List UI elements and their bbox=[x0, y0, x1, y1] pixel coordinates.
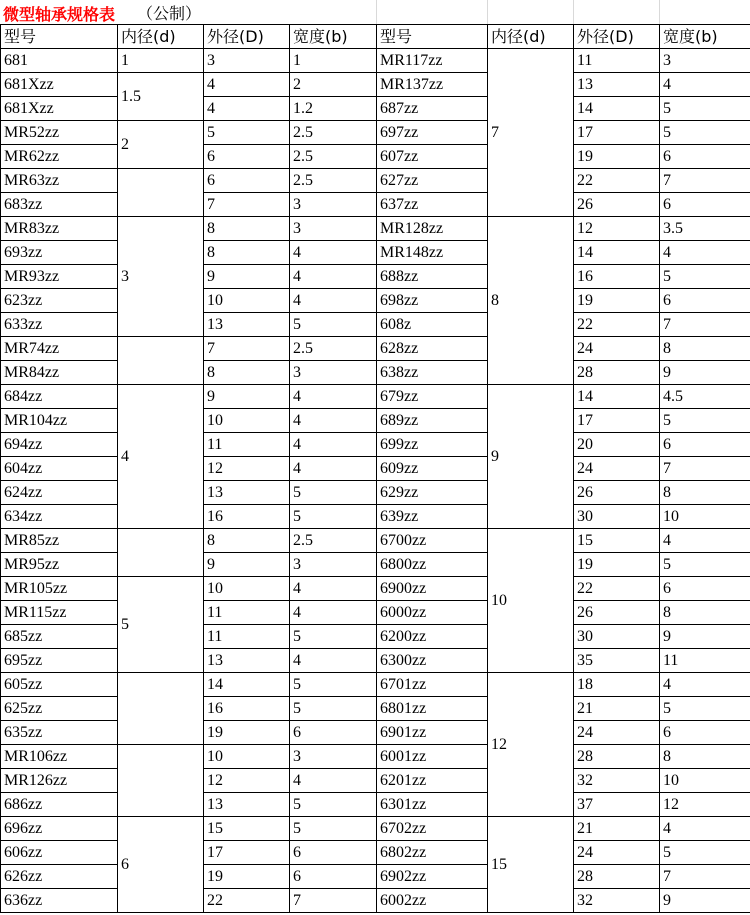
model-cell: 627zz bbox=[377, 169, 488, 193]
inner-diameter-cell: 5 bbox=[118, 577, 204, 673]
outer-diameter-cell: 19 bbox=[574, 145, 660, 169]
outer-diameter-cell: 16 bbox=[574, 265, 660, 289]
inner-diameter-cell: 9 bbox=[488, 385, 574, 529]
outer-diameter-cell: 13 bbox=[204, 649, 290, 673]
table-title: 微型轴承规格表 bbox=[3, 5, 116, 24]
model-cell: 6000zz bbox=[377, 601, 488, 625]
width-cell: 5 bbox=[290, 817, 377, 841]
width-cell: 6 bbox=[290, 721, 377, 745]
model-cell: 681Xzz bbox=[1, 97, 118, 121]
outer-diameter-cell: 9 bbox=[204, 265, 290, 289]
width-cell: 2.5 bbox=[290, 169, 377, 193]
model-cell: 695zz bbox=[1, 649, 118, 673]
outer-diameter-cell: 17 bbox=[574, 121, 660, 145]
model-cell: MR106zz bbox=[1, 745, 118, 769]
outer-diameter-cell: 19 bbox=[204, 721, 290, 745]
model-cell: 689zz bbox=[377, 409, 488, 433]
width-cell: 6 bbox=[660, 433, 750, 457]
model-cell: 698zz bbox=[377, 289, 488, 313]
model-cell: 694zz bbox=[1, 433, 118, 457]
width-cell: 7 bbox=[290, 889, 377, 913]
model-cell: 633zz bbox=[1, 313, 118, 337]
width-cell: 5 bbox=[290, 313, 377, 337]
outer-diameter-cell: 22 bbox=[574, 577, 660, 601]
outer-diameter-cell: 17 bbox=[574, 409, 660, 433]
width-cell: 3 bbox=[290, 361, 377, 385]
model-cell: 686zz bbox=[1, 793, 118, 817]
table-row bbox=[1, 361, 750, 385]
inner-diameter-cell: 7 bbox=[488, 49, 574, 217]
width-cell: 4 bbox=[290, 265, 377, 289]
width-cell: 5 bbox=[660, 265, 750, 289]
width-cell: 4 bbox=[290, 433, 377, 457]
model-cell: 6801zz bbox=[377, 697, 488, 721]
model-cell: MR63zz bbox=[1, 169, 118, 193]
outer-diameter-cell: 18 bbox=[574, 673, 660, 697]
table-row bbox=[1, 265, 750, 289]
outer-diameter-cell: 11 bbox=[204, 601, 290, 625]
model-cell: 624zz bbox=[1, 481, 118, 505]
outer-diameter-cell: 11 bbox=[574, 49, 660, 73]
table-row bbox=[1, 817, 750, 841]
outer-diameter-cell: 28 bbox=[574, 865, 660, 889]
outer-diameter-cell: 28 bbox=[574, 745, 660, 769]
model-cell: 6800zz bbox=[377, 553, 488, 577]
outer-diameter-cell: 26 bbox=[574, 481, 660, 505]
outer-diameter-cell: 35 bbox=[574, 649, 660, 673]
outer-diameter-cell: 8 bbox=[204, 529, 290, 553]
outer-diameter-cell: 7 bbox=[204, 193, 290, 217]
width-cell: 11 bbox=[660, 649, 750, 673]
outer-diameter-cell: 11 bbox=[204, 433, 290, 457]
model-cell: MR52zz bbox=[1, 121, 118, 145]
inner-diameter-cell bbox=[118, 673, 204, 745]
model-cell: MR105zz bbox=[1, 577, 118, 601]
width-cell: 1 bbox=[290, 49, 377, 73]
model-cell: 625zz bbox=[1, 697, 118, 721]
outer-diameter-cell: 13 bbox=[204, 481, 290, 505]
model-cell: MR84zz bbox=[1, 361, 118, 385]
outer-diameter-cell: 24 bbox=[574, 841, 660, 865]
inner-diameter-cell: 12 bbox=[488, 673, 574, 817]
outer-diameter-cell: 8 bbox=[204, 217, 290, 241]
header-outer-diameter: 外径(D) bbox=[574, 25, 660, 49]
width-cell: 4 bbox=[660, 73, 750, 97]
table-row bbox=[1, 841, 750, 865]
table-row bbox=[1, 457, 750, 481]
inner-diameter-cell bbox=[118, 169, 204, 217]
width-cell: 8 bbox=[660, 337, 750, 361]
inner-diameter-cell: 10 bbox=[488, 529, 574, 673]
model-cell: 638zz bbox=[377, 361, 488, 385]
width-cell: 3 bbox=[290, 193, 377, 217]
model-cell: 639zz bbox=[377, 505, 488, 529]
model-cell: 685zz bbox=[1, 625, 118, 649]
model-cell: 607zz bbox=[377, 145, 488, 169]
width-cell: 5 bbox=[660, 841, 750, 865]
table-row bbox=[1, 745, 750, 769]
width-cell: 8 bbox=[660, 481, 750, 505]
width-cell: 2.5 bbox=[290, 337, 377, 361]
header-inner-diameter: 内径(d) bbox=[488, 25, 574, 49]
width-cell: 2.5 bbox=[290, 145, 377, 169]
width-cell: 4 bbox=[660, 529, 750, 553]
table-row bbox=[1, 241, 750, 265]
table-row bbox=[1, 577, 750, 601]
bearing-spec-table bbox=[0, 24, 750, 913]
outer-diameter-cell: 9 bbox=[204, 553, 290, 577]
table-subtitle: （公制） bbox=[137, 4, 202, 23]
model-cell: 688zz bbox=[377, 265, 488, 289]
outer-diameter-cell: 28 bbox=[574, 361, 660, 385]
width-cell: 6 bbox=[660, 145, 750, 169]
inner-diameter-cell bbox=[118, 529, 204, 577]
model-cell: 6300zz bbox=[377, 649, 488, 673]
outer-diameter-cell: 22 bbox=[204, 889, 290, 913]
width-cell: 4 bbox=[290, 385, 377, 409]
width-cell: 12 bbox=[660, 793, 750, 817]
model-cell: 606zz bbox=[1, 841, 118, 865]
model-cell: 626zz bbox=[1, 865, 118, 889]
model-cell: 637zz bbox=[377, 193, 488, 217]
width-cell: 8 bbox=[660, 601, 750, 625]
inner-diameter-cell bbox=[118, 745, 204, 817]
model-cell: MR104zz bbox=[1, 409, 118, 433]
grid-line bbox=[376, 0, 377, 24]
model-cell: 634zz bbox=[1, 505, 118, 529]
model-cell: 6201zz bbox=[377, 769, 488, 793]
table-row bbox=[1, 793, 750, 817]
outer-diameter-cell: 26 bbox=[574, 601, 660, 625]
model-cell: 636zz bbox=[1, 889, 118, 913]
width-cell: 4 bbox=[660, 673, 750, 697]
outer-diameter-cell: 12 bbox=[204, 769, 290, 793]
model-cell: 684zz bbox=[1, 385, 118, 409]
table-row bbox=[1, 505, 750, 529]
table-row bbox=[1, 193, 750, 217]
width-cell: 3 bbox=[290, 217, 377, 241]
model-cell: 629zz bbox=[377, 481, 488, 505]
outer-diameter-cell: 4 bbox=[204, 73, 290, 97]
header-row bbox=[1, 25, 750, 49]
table-row bbox=[1, 553, 750, 577]
model-cell: 699zz bbox=[377, 433, 488, 457]
table-body bbox=[1, 49, 750, 913]
model-cell: 6301zz bbox=[377, 793, 488, 817]
model-cell: 693zz bbox=[1, 241, 118, 265]
outer-diameter-cell: 14 bbox=[574, 385, 660, 409]
width-cell: 7 bbox=[660, 169, 750, 193]
outer-diameter-cell: 11 bbox=[204, 625, 290, 649]
table-row bbox=[1, 73, 750, 97]
model-cell: 608z bbox=[377, 313, 488, 337]
header-model: 型号 bbox=[1, 25, 118, 49]
width-cell: 2.5 bbox=[290, 529, 377, 553]
inner-diameter-cell: 15 bbox=[488, 817, 574, 913]
outer-diameter-cell: 13 bbox=[204, 313, 290, 337]
model-cell: 687zz bbox=[377, 97, 488, 121]
model-cell: 681 bbox=[1, 49, 118, 73]
table-row bbox=[1, 865, 750, 889]
table-row bbox=[1, 289, 750, 313]
outer-diameter-cell: 26 bbox=[574, 193, 660, 217]
width-cell: 5 bbox=[660, 553, 750, 577]
outer-diameter-cell: 6 bbox=[204, 169, 290, 193]
width-cell: 6 bbox=[290, 865, 377, 889]
width-cell: 7 bbox=[660, 313, 750, 337]
model-cell: MR137zz bbox=[377, 73, 488, 97]
header-model: 型号 bbox=[377, 25, 488, 49]
model-cell: 604zz bbox=[1, 457, 118, 481]
inner-diameter-cell: 6 bbox=[118, 817, 204, 913]
model-cell: 628zz bbox=[377, 337, 488, 361]
width-cell: 4 bbox=[290, 409, 377, 433]
outer-diameter-cell: 22 bbox=[574, 313, 660, 337]
outer-diameter-cell: 10 bbox=[204, 409, 290, 433]
width-cell: 5 bbox=[660, 697, 750, 721]
outer-diameter-cell: 24 bbox=[574, 721, 660, 745]
outer-diameter-cell: 16 bbox=[204, 697, 290, 721]
grid-line bbox=[573, 0, 574, 24]
outer-diameter-cell: 10 bbox=[204, 745, 290, 769]
model-cell: MR117zz bbox=[377, 49, 488, 73]
table-row bbox=[1, 49, 750, 73]
model-cell: MR62zz bbox=[1, 145, 118, 169]
width-cell: 2.5 bbox=[290, 121, 377, 145]
width-cell: 2 bbox=[290, 73, 377, 97]
outer-diameter-cell: 32 bbox=[574, 889, 660, 913]
table-row bbox=[1, 145, 750, 169]
outer-diameter-cell: 19 bbox=[574, 553, 660, 577]
table-row bbox=[1, 769, 750, 793]
width-cell: 5 bbox=[290, 697, 377, 721]
model-cell: 6901zz bbox=[377, 721, 488, 745]
inner-diameter-cell bbox=[118, 337, 204, 385]
outer-diameter-cell: 30 bbox=[574, 625, 660, 649]
model-cell: 6001zz bbox=[377, 745, 488, 769]
model-cell: 609zz bbox=[377, 457, 488, 481]
outer-diameter-cell: 5 bbox=[204, 121, 290, 145]
inner-diameter-cell: 8 bbox=[488, 217, 574, 385]
outer-diameter-cell: 32 bbox=[574, 769, 660, 793]
model-cell: 6702zz bbox=[377, 817, 488, 841]
width-cell: 6 bbox=[290, 841, 377, 865]
outer-diameter-cell: 6 bbox=[204, 145, 290, 169]
outer-diameter-cell: 17 bbox=[204, 841, 290, 865]
outer-diameter-cell: 8 bbox=[204, 361, 290, 385]
outer-diameter-cell: 4 bbox=[204, 97, 290, 121]
outer-diameter-cell: 8 bbox=[204, 241, 290, 265]
outer-diameter-cell: 13 bbox=[574, 73, 660, 97]
model-cell: MR115zz bbox=[1, 601, 118, 625]
inner-diameter-cell: 3 bbox=[118, 217, 204, 337]
width-cell: 5 bbox=[660, 121, 750, 145]
title-row bbox=[0, 0, 750, 24]
outer-diameter-cell: 22 bbox=[574, 169, 660, 193]
model-cell: 635zz bbox=[1, 721, 118, 745]
table-row bbox=[1, 217, 750, 241]
width-cell: 9 bbox=[660, 889, 750, 913]
model-cell: MR85zz bbox=[1, 529, 118, 553]
outer-diameter-cell: 14 bbox=[574, 97, 660, 121]
outer-diameter-cell: 7 bbox=[204, 337, 290, 361]
width-cell: 4 bbox=[290, 601, 377, 625]
width-cell: 4 bbox=[290, 289, 377, 313]
table-row bbox=[1, 649, 750, 673]
outer-diameter-cell: 19 bbox=[574, 289, 660, 313]
width-cell: 10 bbox=[660, 505, 750, 529]
outer-diameter-cell: 15 bbox=[204, 817, 290, 841]
width-cell: 3 bbox=[290, 553, 377, 577]
width-cell: 4 bbox=[290, 649, 377, 673]
model-cell: 6902zz bbox=[377, 865, 488, 889]
model-cell: MR128zz bbox=[377, 217, 488, 241]
grid-line bbox=[487, 0, 488, 24]
header-width: 宽度(b) bbox=[290, 25, 377, 49]
width-cell: 4 bbox=[660, 817, 750, 841]
table-row bbox=[1, 673, 750, 697]
width-cell: 5 bbox=[290, 625, 377, 649]
outer-diameter-cell: 14 bbox=[574, 241, 660, 265]
width-cell: 10 bbox=[660, 769, 750, 793]
width-cell: 4 bbox=[290, 457, 377, 481]
table-row bbox=[1, 433, 750, 457]
model-cell: 605zz bbox=[1, 673, 118, 697]
outer-diameter-cell: 9 bbox=[204, 385, 290, 409]
outer-diameter-cell: 13 bbox=[204, 793, 290, 817]
outer-diameter-cell: 14 bbox=[204, 673, 290, 697]
width-cell: 1.2 bbox=[290, 97, 377, 121]
model-cell: MR148zz bbox=[377, 241, 488, 265]
outer-diameter-cell: 19 bbox=[204, 865, 290, 889]
width-cell: 3 bbox=[290, 745, 377, 769]
width-cell: 5 bbox=[290, 793, 377, 817]
model-cell: 6802zz bbox=[377, 841, 488, 865]
table-row bbox=[1, 313, 750, 337]
model-cell: 697zz bbox=[377, 121, 488, 145]
header-inner-diameter: 内径(d) bbox=[118, 25, 204, 49]
width-cell: 9 bbox=[660, 361, 750, 385]
model-cell: MR74zz bbox=[1, 337, 118, 361]
width-cell: 5 bbox=[290, 673, 377, 697]
outer-diameter-cell: 21 bbox=[574, 817, 660, 841]
model-cell: 623zz bbox=[1, 289, 118, 313]
model-cell: MR93zz bbox=[1, 265, 118, 289]
outer-diameter-cell: 15 bbox=[574, 529, 660, 553]
outer-diameter-cell: 16 bbox=[204, 505, 290, 529]
table-row bbox=[1, 481, 750, 505]
model-cell: MR126zz bbox=[1, 769, 118, 793]
outer-diameter-cell: 12 bbox=[574, 217, 660, 241]
width-cell: 4 bbox=[290, 241, 377, 265]
outer-diameter-cell: 20 bbox=[574, 433, 660, 457]
header-outer-diameter: 外径(D) bbox=[204, 25, 290, 49]
outer-diameter-cell: 12 bbox=[204, 457, 290, 481]
inner-diameter-cell: 1 bbox=[118, 49, 204, 73]
model-cell: 6002zz bbox=[377, 889, 488, 913]
width-cell: 7 bbox=[660, 865, 750, 889]
width-cell: 4 bbox=[290, 577, 377, 601]
width-cell: 5 bbox=[660, 409, 750, 433]
outer-diameter-cell: 24 bbox=[574, 337, 660, 361]
grid-line bbox=[659, 0, 660, 24]
model-cell: 6200zz bbox=[377, 625, 488, 649]
width-cell: 4.5 bbox=[660, 385, 750, 409]
model-cell: 683zz bbox=[1, 193, 118, 217]
width-cell: 5 bbox=[660, 97, 750, 121]
outer-diameter-cell: 3 bbox=[204, 49, 290, 73]
width-cell: 6 bbox=[660, 289, 750, 313]
table-row bbox=[1, 721, 750, 745]
table-row bbox=[1, 409, 750, 433]
width-cell: 4 bbox=[660, 241, 750, 265]
table-row bbox=[1, 121, 750, 145]
table-row bbox=[1, 97, 750, 121]
width-cell: 6 bbox=[660, 577, 750, 601]
outer-diameter-cell: 30 bbox=[574, 505, 660, 529]
inner-diameter-cell: 4 bbox=[118, 385, 204, 529]
width-cell: 9 bbox=[660, 625, 750, 649]
outer-diameter-cell: 21 bbox=[574, 697, 660, 721]
model-cell: 696zz bbox=[1, 817, 118, 841]
table-row bbox=[1, 385, 750, 409]
model-cell: 6900zz bbox=[377, 577, 488, 601]
model-cell: 6700zz bbox=[377, 529, 488, 553]
table-row bbox=[1, 529, 750, 553]
inner-diameter-cell: 2 bbox=[118, 121, 204, 169]
model-cell: MR95zz bbox=[1, 553, 118, 577]
table-row bbox=[1, 625, 750, 649]
width-cell: 6 bbox=[660, 721, 750, 745]
width-cell: 4 bbox=[290, 769, 377, 793]
outer-diameter-cell: 10 bbox=[204, 577, 290, 601]
width-cell: 3 bbox=[660, 49, 750, 73]
header-width: 宽度(b) bbox=[660, 25, 750, 49]
table-row bbox=[1, 601, 750, 625]
width-cell: 5 bbox=[290, 505, 377, 529]
width-cell: 5 bbox=[290, 481, 377, 505]
inner-diameter-cell: 1.5 bbox=[118, 73, 204, 121]
width-cell: 8 bbox=[660, 745, 750, 769]
outer-diameter-cell: 37 bbox=[574, 793, 660, 817]
outer-diameter-cell: 10 bbox=[204, 289, 290, 313]
table-row bbox=[1, 697, 750, 721]
model-cell: 681Xzz bbox=[1, 73, 118, 97]
width-cell: 7 bbox=[660, 457, 750, 481]
model-cell: MR83zz bbox=[1, 217, 118, 241]
width-cell: 6 bbox=[660, 193, 750, 217]
width-cell: 3.5 bbox=[660, 217, 750, 241]
outer-diameter-cell: 24 bbox=[574, 457, 660, 481]
model-cell: 679zz bbox=[377, 385, 488, 409]
table-row bbox=[1, 337, 750, 361]
model-cell: 6701zz bbox=[377, 673, 488, 697]
table-row bbox=[1, 889, 750, 913]
table-row bbox=[1, 169, 750, 193]
